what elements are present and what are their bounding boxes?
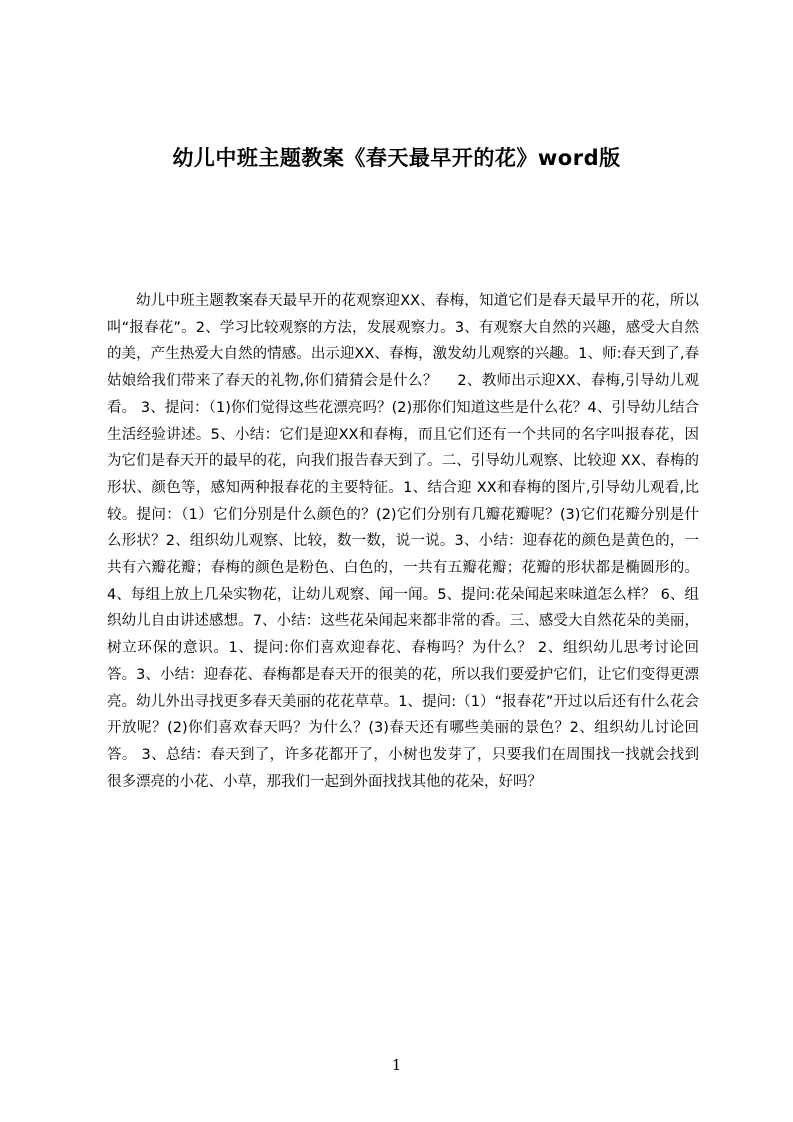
document-body: 幼儿中班主题教案春天最早开的花观察迎XX、春梅，知道它们是春天最早开的花，所以叫“报春花”。2、学习比较观察的方法，发展观察力。3、有观察大自然的兴趣，感受大自然的美，产生热爱大自然的情感。出示迎XX、春梅，激发幼儿观察的兴趣。1、师:春天到了,春姑娘给我们带来了春天的礼物,你们猜猜会是什么？ 2、教师出示迎XX、春梅,引导幼儿观看。 3、提问：（1)你们觉得这些花漂亮吗？(2)那你们知道这些是什么花？4、引导幼儿结合生活经验讲述。5、小结：它们是迎XX和春梅，而且它们还有一个共同的名字叫报春花，因为它们是春天开的最早的花，向我们报告春天到了。二、引导幼儿观察、比较迎 XX、春梅的形状、颜色等，感知两种报春花的主要特征。1、结合迎 XX和春梅的图片,引导幼儿观看,比较。提问：（1）它们分别是什么颜色的？(2)它们分别有几瓣花瓣呢？(3)它们花瓣分别是什么形状？2、组织幼儿观察、比较，数一数，说一说。3、小结：迎春花的颜色是黄色的，一共有六瓣花瓣；春梅的颜色是粉色、白色的，一共有五瓣花瓣；花瓣的形状都是椭圆形的。4、每组上放上几朵实物花，让幼儿观察、闻一闻。5、提问:花朵闻起来味道怎么样？ 6、组织幼儿自由讲述感想。7、小结：这些花朵闻起来都非常的香。三、感受大自然花朵的美丽，树立环保的意识。1、提问:你们喜欢迎春花、春梅吗？为什么？ 2、组织幼儿思考讨论回答。3、小结：迎春花、春梅都是春天开的很美的花，所以我们要爱护它们，让它们变得更漂亮。幼儿外出寻找更多春天美丽的花花草草。1、提问:（1）“报春花”开过以后还有什么花会开放呢？(2)你们喜欢春天吗？为什么？(3)春天还有哪些美丽的景色？2、组织幼儿讨论回答。 3、总结：春天到了，许多花都开了，小树也发芽了，只要我们在周围找一找就会找到很多漂亮的小花、小草，那我们一起到外面找找其他的花朵，好吗？ — [107, 293, 699, 790]
document-title: 幼儿中班主题教案《春天最早开的花》word版 — [172, 146, 621, 170]
page-number: 1 — [391, 1056, 402, 1074]
